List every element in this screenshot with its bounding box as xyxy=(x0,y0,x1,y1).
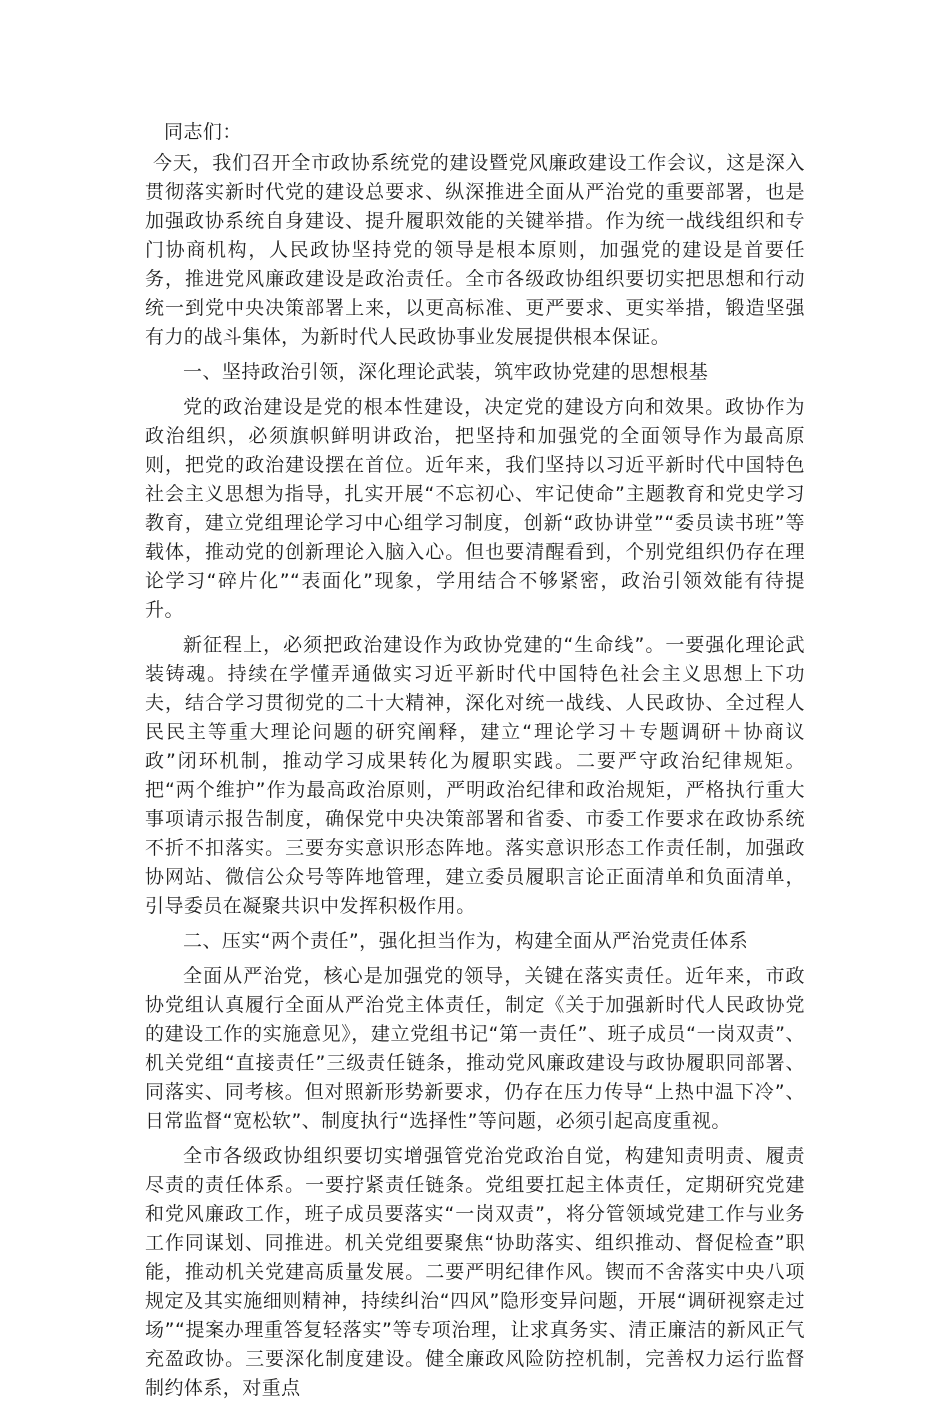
section-2-heading: 二、压实“两个责任”，强化担当作为，构建全面从严治党责任体系 xyxy=(183,930,749,952)
section-2-paragraph-1: 全面从严治党，核心是加强党的领导，关键在落实责任。近年来，市政协党组认真履行全面从严治党主体责任，制定《关于加强新时代人民政协党的建设工作的实施意见》，建立党组书记“第一责任”、班子成员“一岗双责”、机关党组“直接责任”三级责任链条，推动党风廉政建设与政协履职同部署、同落实、同考核。但对照新形势新要求，仍存在压力传导“上热中温下冷”、日常监督“宽松软”、制度执行“选择性”等问题，必须引起高度重视。 xyxy=(145,965,805,1132)
section-1-paragraph-1: 党的政治建设是党的根本性建设，决定党的建设方向和效果。政协作为政治组织，必须旗帜鲜明讲政治，把坚持和加强党的全面领导作为最高原则，把党的政治建设摆在首位。近年来，我们坚持以习近平新时代中国特色社会主义思想为指导，扎实开展“不忘初心、牢记使命”主题教育和党史学习教育，建立党组理论学习中心组学习制度，创新“政协讲堂”“委员读书班”等载体，推动党的创新理论入脑入心。但也要清醒看到，个别党组织仍存在理论学习“碎片化”“表面化”现象，学用结合不够紧密，政治引领效能有待提升。 xyxy=(145,396,805,621)
greeting: 同志们： xyxy=(164,121,242,143)
intro-paragraph: 今天，我们召开全市政协系统党的建设暨党风廉政建设工作会议，这是深入贯彻落实新时代党的建设总要求、纵深推进全面从严治党的重要部署，也是加强政协系统自身建设、提升履职效能的关键举措。作为统一战线组织和专门协商机构，人民政协坚持党的领导是根本原则，加强党的建设是首要任务，推进党风廉政建设是政治责任。全市各级政协组织要切实把思想和行动统一到党中央决策部署上来，以更高标准、更严要求、更实举措，锻造坚强有力的战斗集体，为新时代人民政协事业发展提供根本保证。 xyxy=(145,152,805,348)
section-1-heading: 一、坚持政治引领，深化理论武装，筑牢政协党建的思想根基 xyxy=(183,361,709,383)
section-1-paragraph-2: 新征程上，必须把政治建设作为政协党建的“生命线”。一要强化理论武装铸魂。持续在学懂弄通做实习近平新时代中国特色社会主义思想上下功夫，结合学习贯彻党的二十大精神，深化对统一战线、人民政协、全过程人民民主等重大理论问题的研究阐释，建立“理论学习＋专题调研＋协商议政”闭环机制，推动学习成果转化为履职实践。二要严守政治纪律规矩。把“两个维护”作为最高政治原则，严明政治纪律和政治规矩，严格执行重大事项请示报告制度，确保党中央决策部署和省委、市委工作要求在政协系统不折不扣落实。三要夯实意识形态阵地。落实意识形态工作责任制，加强政协网站、微信公众号等阵地管理，建立委员履职言论正面清单和负面清单，引导委员在凝聚共识中发挥积极作用。 xyxy=(145,634,805,917)
document-page xyxy=(145,118,805,1409)
section-2-paragraph-2: 全市各级政协组织要切实增强管党治党政治自觉，构建知责明责、履责尽责的责任体系。一要拧紧责任链条。党组要扛起主体责任，定期研究党建和党风廉政工作，班子成员要落实“一岗双责”，将分管领域党建工作与业务工作同谋划、同推进。机关党组要聚焦“协助落实、组织推动、督促检查”职能，推动机关党建高质量发展。二要严明纪律作风。锲而不舍落实中央八项规定及其实施细则精神，持续纠治“四风”隐形变异问题，开展“调研视察走过场”“提案办理重答复轻落实”等专项治理，让求真务实、清正廉洁的新风正气充盈政协。三要深化制度建设。健全廉政风险防控机制，完善权力运行监督制约体系，对重点 xyxy=(145,1145,805,1399)
